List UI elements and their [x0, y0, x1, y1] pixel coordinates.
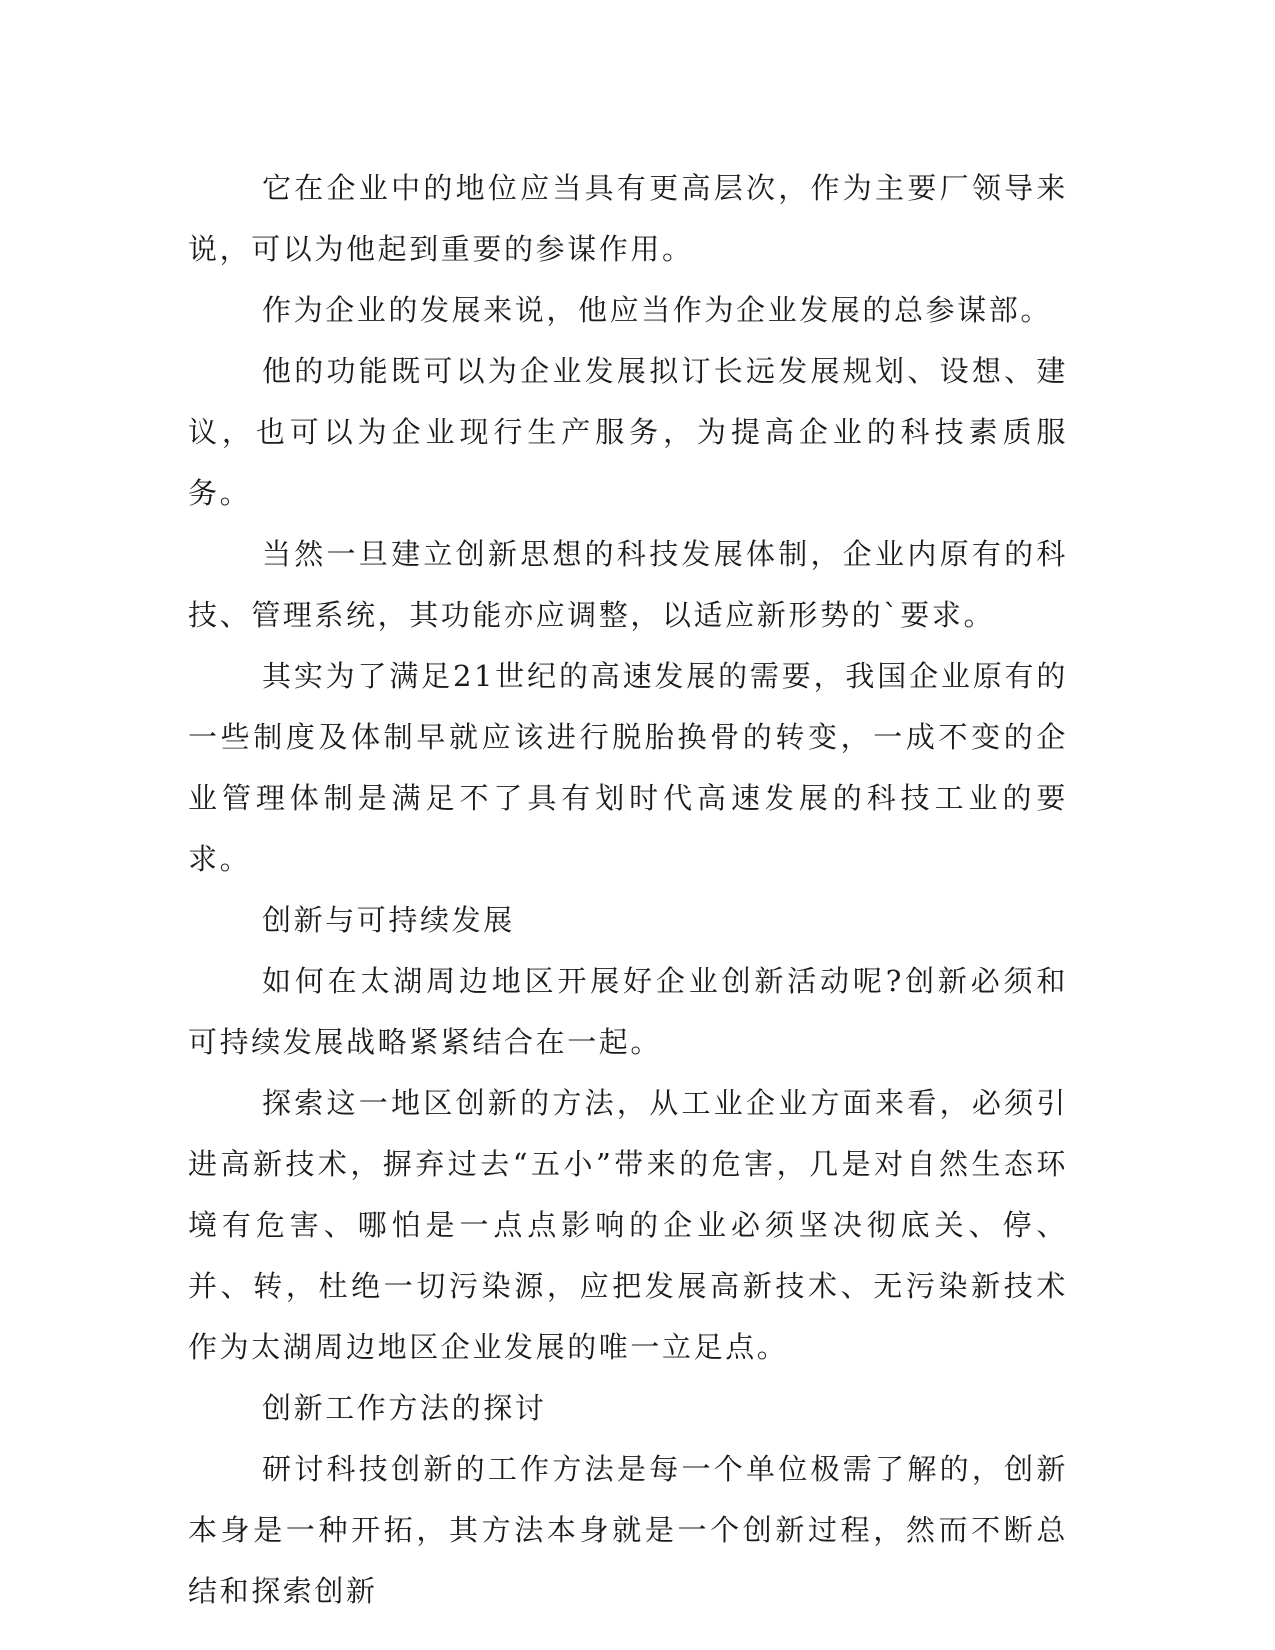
- section-heading: 创新工作方法的探讨: [262, 1391, 547, 1425]
- paragraph: 他的功能既可以为企业发展拟订长远发展规划、设想、建议，也可以为企业现行生产服务，为提高企业的科技素质服务。: [188, 354, 1068, 510]
- paragraph: 它在企业中的地位应当具有更高层次，作为主要厂领导来说，可以为他起到重要的参谋作用。: [188, 171, 1068, 266]
- paragraph: 研讨科技创新的工作方法是每一个单位极需了解的，创新本身是一种开拓，其方法本身就是一个创新过程，然而不断总结和探索创新: [188, 1452, 1068, 1608]
- paragraph: 其实为了满足21世纪的高速发展的需要，我国企业原有的一些制度及体制早就应该进行脱胎换骨的转变，一成不变的企业管理体制是满足不了具有划时代高速发展的科技工业的要求。: [188, 659, 1068, 876]
- paragraph: 当然一旦建立创新思想的科技发展体制，企业内原有的科技、管理系统，其功能亦应调整，以适应新形势的`要求。: [188, 537, 1068, 632]
- paragraph: 探索这一地区创新的方法，从工业企业方面来看，必须引进高新技术，摒弃过去“五小”带来的危害，几是对自然生态环境有危害、哪怕是一点点影响的企业必须坚决彻底关、停、并、转，杜绝一切污染源，应把发展高新技术、无污染新技术作为太湖周边地区企业发展的唯一立足点。: [188, 1086, 1068, 1364]
- document-body: [188, 158, 1068, 1622]
- section-heading: 创新与可持续发展: [262, 903, 515, 937]
- paragraph: 如何在太湖周边地区开展好企业创新活动呢?创新必须和可持续发展战略紧紧结合在一起。: [188, 964, 1068, 1059]
- paragraph: 作为企业的发展来说，他应当作为企业发展的总参谋部。: [262, 293, 1053, 327]
